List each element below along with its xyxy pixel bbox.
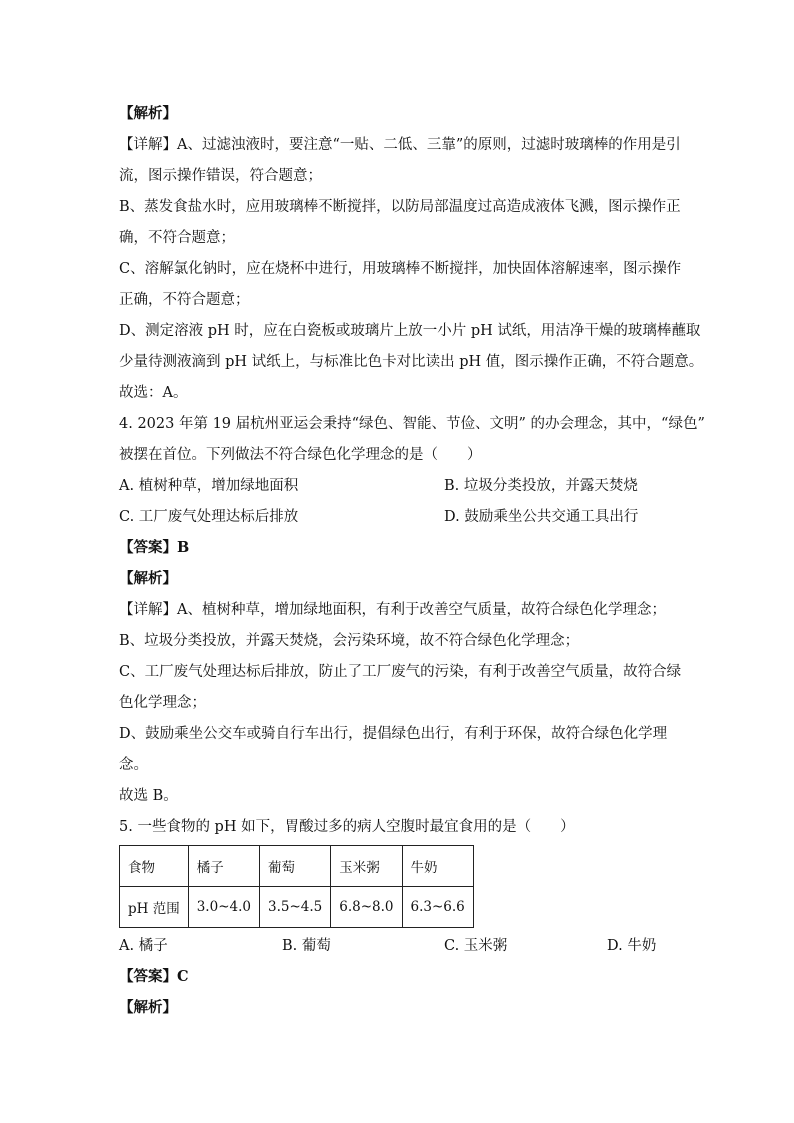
text-line: 【详解】A、植树种草，增加绿地面积，有利于改善空气质量，故符合绿色化学理念；	[119, 602, 666, 618]
text-line: 少量待测液滴到 pH 试纸上，与标准比色卡对比读出 pH 值，图示操作正确，不符合题意。	[119, 354, 704, 370]
q4-option-d: D. 鼓励乘坐公共交通工具出行	[444, 509, 639, 525]
table-cell: 葡萄	[259, 846, 330, 887]
q5-option-a: A. 橘子	[119, 938, 168, 954]
answer-heading: 【答案】B	[119, 539, 190, 556]
ph-table	[119, 845, 474, 928]
q5-option-d: D. 牛奶	[607, 938, 657, 954]
text-line: B、蒸发食盐水时，应用玻璃棒不断搅拌，以防局部温度过高造成液体飞溅，图示操作正	[119, 199, 681, 215]
text-line: 故选：A。	[119, 385, 188, 401]
text-line: D、鼓励乘坐公交车或骑自行车出行，提倡绿色出行，有利于环保，故符合绿色化学理	[119, 726, 668, 742]
text-line: C、工厂废气处理达标后排放，防止了工厂废气的污染，有利于改善空气质量，故符合绿	[119, 664, 682, 680]
question-4-stem: 被摆在首位。下列做法不符合绿色化学理念的是（ ）	[119, 447, 482, 463]
answer-heading: 【答案】C	[119, 968, 189, 985]
table-cell: 6.3~6.6	[402, 887, 473, 928]
q5-option-b: B. 葡萄	[282, 938, 331, 954]
table-cell: 3.5~4.5	[259, 887, 330, 928]
q4-option-c: C. 工厂废气处理达标后排放	[119, 509, 299, 525]
q4-option-a: A. 植树种草，增加绿地面积	[119, 478, 299, 494]
text-line: B、垃圾分类投放，并露天焚烧，会污染环境，故不符合绿色化学理念；	[119, 633, 580, 649]
table-row	[120, 846, 474, 887]
text-line: 正确，不符合题意；	[119, 292, 250, 308]
analysis-heading: 【解析】	[119, 999, 177, 1016]
analysis-heading: 【解析】	[119, 105, 177, 122]
q4-option-b: B. 垃圾分类投放，并露天焚烧	[444, 478, 638, 494]
text-line: 色化学理念；	[119, 695, 206, 711]
table-cell: pH 范围	[120, 887, 189, 928]
q5-option-c: C. 玉米粥	[444, 938, 508, 954]
text-line: 念。	[119, 757, 148, 773]
table-cell: 橘子	[188, 846, 259, 887]
table-cell: 6.8~8.0	[331, 887, 402, 928]
table-cell: 食物	[120, 846, 189, 887]
analysis-heading: 【解析】	[119, 570, 177, 587]
text-line: 确，不符合题意；	[119, 230, 235, 246]
text-line: 故选 B。	[119, 788, 178, 804]
text-line: 流，图示操作错误，符合题意；	[119, 168, 322, 184]
question-4-stem: 4. 2023 年第 19 届杭州亚运会秉持“绿色、智能、节俭、文明” 的办会理念，其中，“绿色”	[119, 416, 705, 432]
text-line: 【详解】A、过滤浊液时，要注意“一贴、二低、三靠”的原则，过滤时玻璃棒的作用是引	[119, 137, 681, 153]
table-cell: 玉米粥	[331, 846, 402, 887]
text-line: C、溶解氯化钠时，应在烧杯中进行，用玻璃棒不断搅拌，加快固体溶解速率，图示操作	[119, 261, 682, 277]
question-5-stem: 5. 一些食物的 pH 如下，胃酸过多的病人空腹时最宜食用的是（ ）	[119, 819, 575, 835]
table-cell: 3.0~4.0	[188, 887, 259, 928]
text-line: D、测定溶液 pH 时，应在白瓷板或玻璃片上放一小片 pH 试纸，用洁净干燥的玻璃棒蘸取	[119, 323, 701, 339]
table-row	[120, 887, 474, 928]
table-cell: 牛奶	[402, 846, 473, 887]
